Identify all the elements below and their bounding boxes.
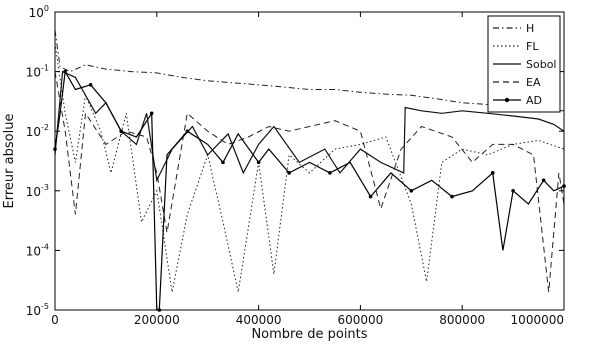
y-tick-label: $10^{-2}$ (25, 123, 49, 140)
series-point-ad (257, 161, 261, 165)
x-axis-label: Nombre de points (251, 327, 368, 342)
series-point-ad (150, 111, 154, 115)
series-point-ad (542, 179, 546, 183)
x-tick-label: 600000 (337, 313, 384, 327)
series-point-ad (328, 171, 332, 175)
y-tick-label: $10^{-3}$ (25, 182, 49, 199)
x-tick-label: 800000 (439, 313, 486, 327)
y-axis-label: Erreur absolue (2, 113, 17, 209)
series-point-ad (63, 70, 67, 74)
series-point-ad (369, 195, 373, 199)
legend-label: H (526, 22, 535, 35)
series-point-ad (287, 171, 291, 175)
x-tick-label: 200000 (133, 313, 180, 327)
legend-label: AD (526, 94, 542, 107)
series-point-ad (491, 171, 495, 175)
x-tick-label: 1000000 (510, 313, 564, 327)
y-tick-label: $10^0$ (28, 4, 49, 20)
ticks-layer (26, 4, 564, 327)
series-point-ad (450, 195, 454, 199)
series-point-ad (119, 129, 123, 133)
y-tick-label: $10^{-5}$ (25, 302, 49, 318)
series-point-ad (410, 189, 414, 193)
x-tick-label: 0 (51, 313, 59, 327)
legend-label: Sobol (526, 58, 557, 71)
y-tick-label: $10^{-1}$ (25, 63, 49, 80)
series-point-ad (511, 189, 515, 193)
legend-label: FL (526, 40, 539, 53)
legend-marker (505, 98, 509, 102)
y-tick-label: $10^{-4}$ (25, 242, 49, 259)
series-point-ad (186, 129, 190, 133)
x-tick-label: 400000 (235, 313, 282, 327)
legend-label: EA (526, 76, 541, 89)
series-point-ad (221, 161, 225, 165)
legend (488, 16, 560, 112)
series-point-ad (89, 83, 93, 87)
